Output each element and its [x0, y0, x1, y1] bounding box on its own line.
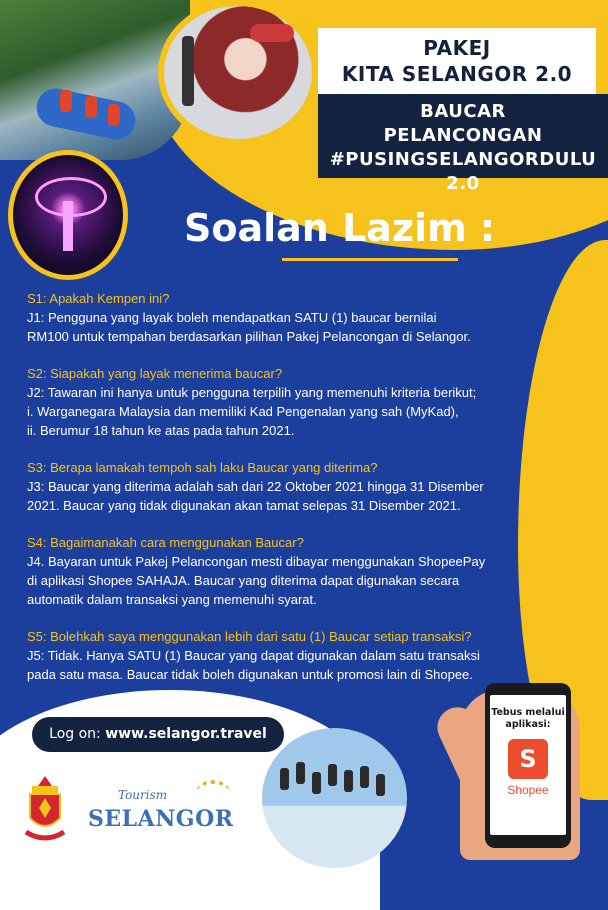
- jumping-person: [344, 770, 353, 792]
- faq-answer-line: i. Warganegara Malaysia dan memiliki Kad Pengenalan yang sah (MyKad),: [27, 404, 459, 419]
- selangor-crest-logo: [22, 772, 68, 848]
- faq-answer-line: J1: Pengguna yang layak boleh mendapatkan SATU (1) baucar bernilai: [27, 310, 437, 325]
- faq-answer-line: J2: Tawaran ini hanya untuk pengguna terpilih yang memenuhi kriteria berikut;: [27, 385, 477, 400]
- tourism-logo-small-text: Tourism: [118, 788, 168, 802]
- faq-question: S1: Apakah Kempen ini?: [27, 291, 170, 306]
- heading-underline: [282, 258, 458, 261]
- faq-answer: [27, 552, 532, 609]
- faq-list: [27, 289, 532, 702]
- faq-question: S3: Berapa lamakah tempoh sah laku Baucar yang diterima?: [27, 460, 378, 475]
- logon-prefix: Log on:: [49, 726, 106, 742]
- title-box: [318, 28, 596, 94]
- phone-screen: [490, 695, 566, 835]
- subtitle-line: BAUCAR: [420, 101, 506, 122]
- beach-jump-photo: [262, 728, 407, 868]
- shopee-label: Shopee: [507, 783, 549, 797]
- tourism-selangor-logo: [88, 788, 248, 848]
- redeem-text: [490, 707, 566, 731]
- faq-answer-line: di aplikasi Shopee SAHAJA. Baucar yang diterima dapat digunakan secara: [27, 573, 460, 588]
- tourism-logo-wordmark: SELANGOR: [88, 806, 234, 832]
- faq-answer: [27, 383, 532, 440]
- title-line: KITA SELANGOR 2.0: [341, 62, 573, 86]
- faq-answer-line: J4. Bayaran untuk Pakej Pelancongan mesti dibayar menggunakan ShopeePay: [27, 554, 486, 569]
- faq-answer-line: J3: Baucar yang diterima adalah sah dari 22 Oktober 2021 hingga 31 Disember: [27, 479, 484, 494]
- faq-answer-line: automatik dalam transaksi yang memenuhi syarat.: [27, 592, 317, 607]
- faq-answer-line: J5: Tidak. Hanya SATU (1) Baucar yang dapat digunakan dalam satu transaksi: [27, 648, 480, 663]
- jumping-person: [312, 772, 321, 794]
- page-heading: Soalan Lazim :: [184, 206, 496, 250]
- jumping-person: [328, 764, 337, 786]
- jumping-person: [360, 766, 369, 788]
- faq-answer: [27, 308, 532, 346]
- subtitle-line: #PUSINGSELANGORDULU 2.0: [329, 149, 597, 194]
- redeem-text-line: Tebus melalui: [491, 707, 565, 718]
- faq-answer: [27, 477, 532, 515]
- faq-item: [27, 364, 532, 440]
- faq-answer-line: ii. Berumur 18 tahun ke atas pada tahun 2021.: [27, 423, 295, 438]
- faq-item: [27, 458, 532, 515]
- faq-item: [27, 533, 532, 609]
- faq-answer-line: pada satu masa. Baucar tidak boleh digunakan untuk promosi lain di Shopee.: [27, 667, 473, 682]
- rafter: [85, 96, 97, 118]
- title-line: PAKEJ: [423, 36, 491, 60]
- light-tree-shape: [63, 201, 73, 251]
- jumping-person: [280, 768, 289, 790]
- website-link[interactable]: www.selangor.travel: [105, 726, 267, 742]
- faq-question: S5: Bolehkah saya menggunakan lebih dari satu (1) Baucar setiap transaksi?: [27, 629, 472, 644]
- faq-item: [27, 289, 532, 346]
- redeem-text-line: aplikasi:: [505, 719, 551, 730]
- vlogger-photo: [158, 0, 318, 145]
- shopee-bag-icon[interactable]: S: [508, 739, 548, 779]
- phone-mockup: [485, 683, 571, 848]
- faq-answer: [27, 646, 532, 684]
- website-pill[interactable]: [32, 717, 284, 752]
- faq-answer-line: RM100 untuk tempahan berdasarkan pilihan Pakej Pelancongan di Selangor.: [27, 329, 471, 344]
- sun-icon: [196, 780, 230, 806]
- faq-question: S2: Siapakah yang layak menerima baucar?: [27, 366, 283, 381]
- faq-question: S4: Bagaimanakah cara menggunakan Baucar?: [27, 535, 304, 550]
- subtitle-box: [318, 94, 608, 194]
- light-garden-photo: [8, 150, 128, 280]
- jumping-person: [296, 762, 305, 784]
- rafter: [60, 90, 72, 112]
- faq-answer-line: 2021. Baucar yang tidak digunakan akan tamat selepas 31 Disember 2021.: [27, 498, 461, 513]
- subtitle-line: PELANCONGAN: [383, 125, 543, 146]
- rafter: [108, 104, 120, 126]
- faq-item: [27, 627, 532, 684]
- gimbal-shape: [182, 36, 194, 106]
- headscarf-shape: [250, 24, 294, 42]
- jumping-person: [376, 774, 385, 796]
